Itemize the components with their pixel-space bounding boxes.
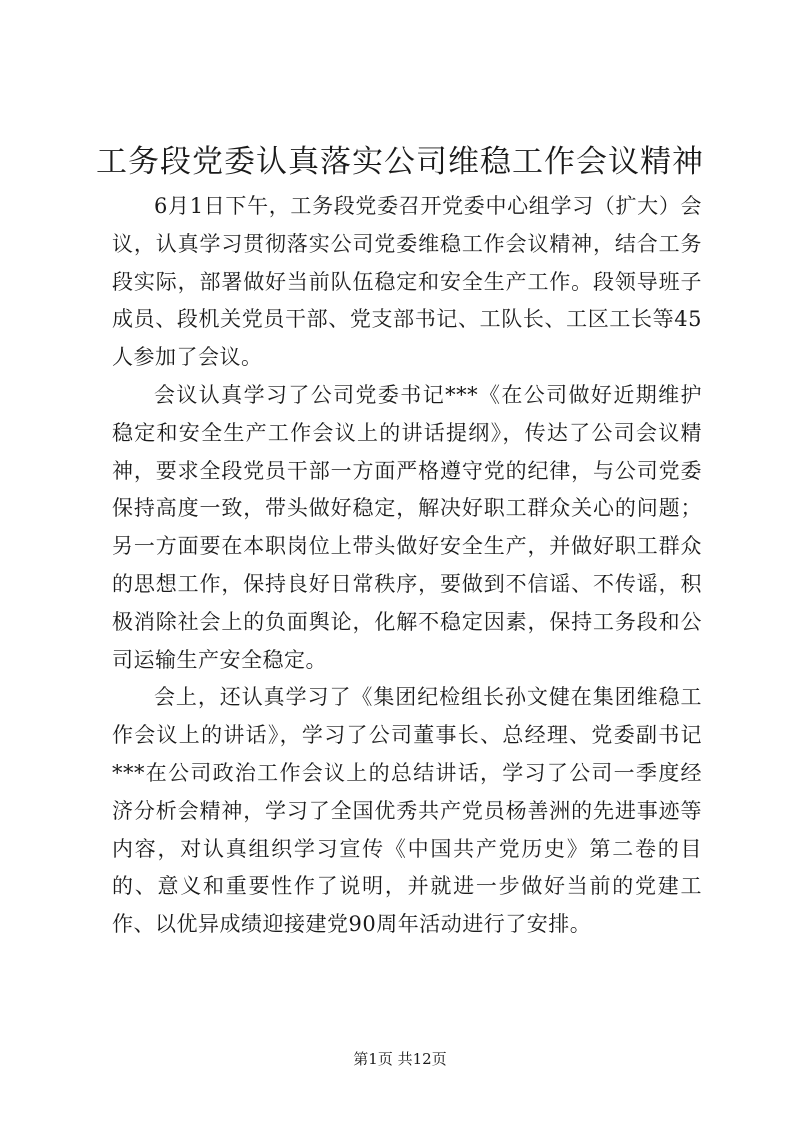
page-title: 工务段党委认真落实公司维稳工作会议精神 bbox=[96, 144, 704, 180]
paragraph-1: 6月1日下午，工务段党委召开党委中心组学习（扩大）会议，认真学习贯彻落实公司党委维稳工作会议精神，结合工务段实际，部署做好当前队伍稳定和安全生产工作。段领导班子成员、段机关党员干部、党支部书记、工队长、工区工长等45人参加了会议。 bbox=[112, 194, 702, 370]
paragraph-3: 会上，还认真学习了《集团纪检组长孙文健在集团维稳工作会议上的讲话》，学习了公司董事长、总经理、党委副书记***在公司政治工作会议上的总结讲话，学习了公司一季度经济分析会精神，学习了全国优秀共产党员杨善洲的先进事迹等内容，对认真组织学习宣传《中国共产党历史》第二卷的目的、意义和重要性作了说明，并就进一步做好当前的党建工作、以优异成绩迎接建党90周年活动进行了安排。 bbox=[112, 685, 702, 937]
page-number: 第1页 共12页 bbox=[353, 1050, 447, 1068]
page-footer bbox=[0, 1049, 800, 1069]
document-body bbox=[112, 188, 702, 944]
paragraph-2: 会议认真学习了公司党委书记***《在公司做好近期维护稳定和安全生产工作会议上的讲话提纲》，传达了公司会议精神，要求全段党员干部一方面严格遵守党的纪律，与公司党委保持高度一致，带头做好稳定，解决好职工群众关心的问题；另一方面要在本职岗位上带头做好安全生产，并做好职工群众的思想工作，保持良好日常秩序，要做到不信谣、不传谣，积极消除社会上的负面舆论，化解不稳定因素，保持工务段和公司运输生产安全稳定。 bbox=[112, 382, 702, 672]
